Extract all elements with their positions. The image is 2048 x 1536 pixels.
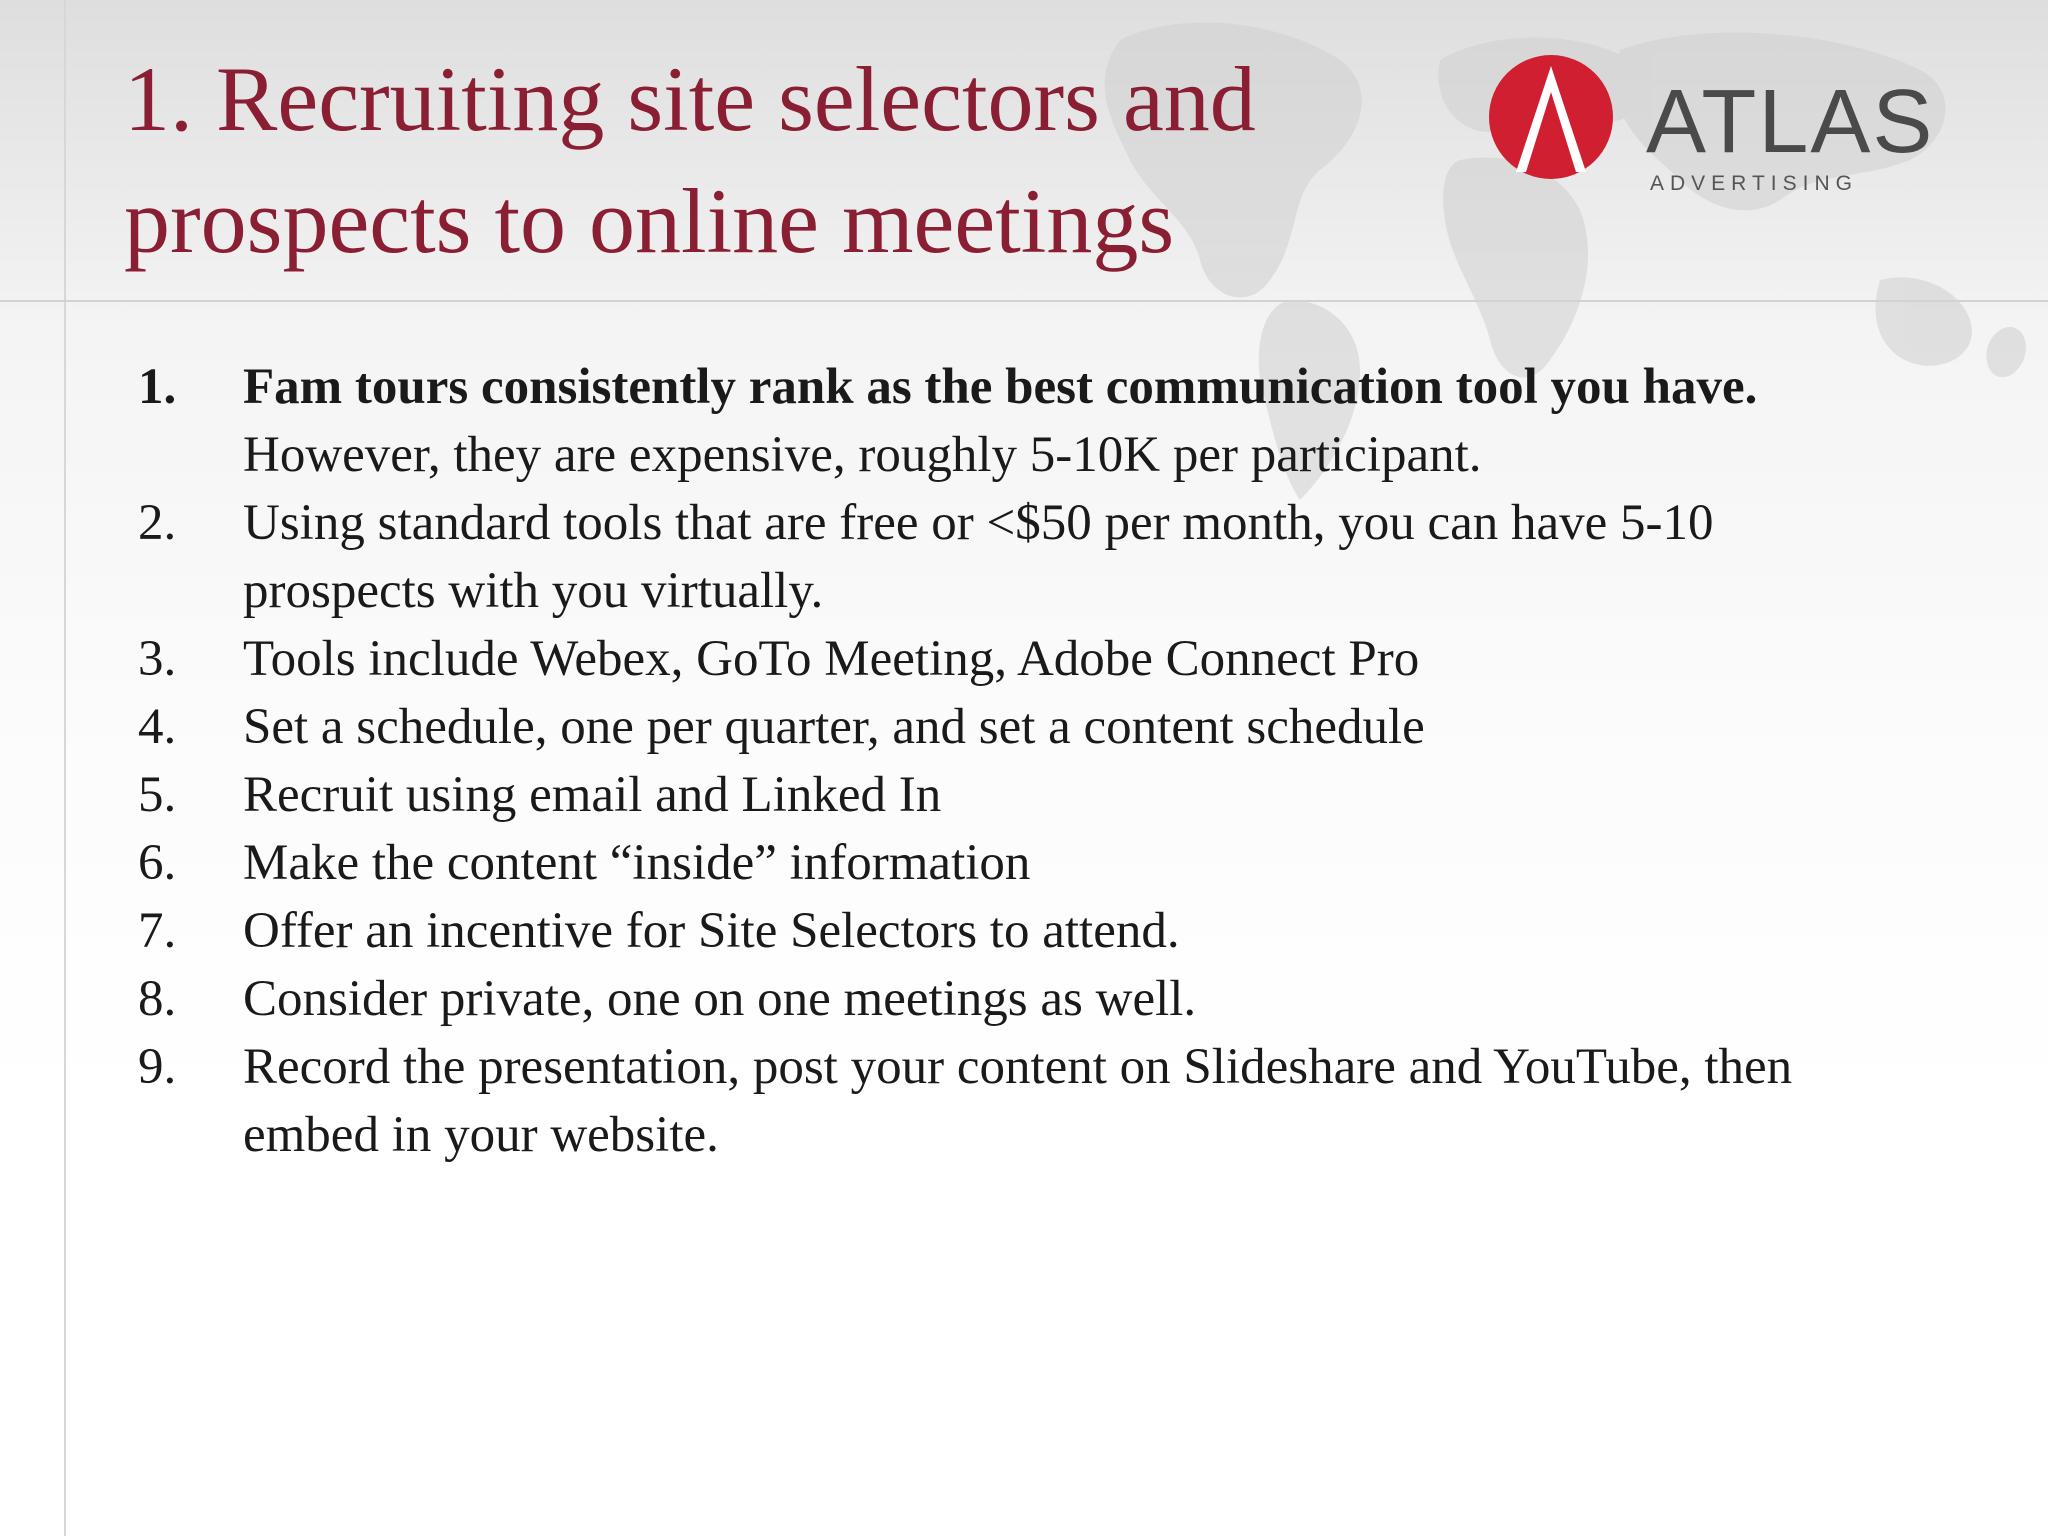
vertical-guide-line — [64, 0, 66, 1536]
logo-tagline: ADVERTISING — [1650, 172, 1858, 195]
list-item-number: 3. — [138, 631, 177, 687]
slide-title: 1. Recruiting site selectors and prospects to online meetings — [124, 48, 1256, 272]
list-item-text: Tools include Webex, GoTo Meeting, Adobe Connect Pro — [243, 631, 1420, 687]
list-item-text: Set a schedule, one per quarter, and set a content schedule — [243, 699, 1425, 755]
bullet-list — [138, 353, 1818, 1169]
list-item — [138, 625, 1818, 693]
header-divider — [0, 300, 2048, 302]
list-item-number: 9. — [138, 1039, 177, 1095]
list-item-number: 6. — [138, 835, 177, 891]
list-item-text — [243, 359, 1757, 483]
list-item — [138, 829, 1818, 897]
logo-wordmark: ATLAS — [1646, 72, 1935, 172]
list-item — [138, 1033, 1818, 1169]
list-item — [138, 897, 1818, 965]
list-item-number: 5. — [138, 767, 177, 823]
list-item — [138, 761, 1818, 829]
list-item-text: Using standard tools that are free or <$50 per month, you can have 5-10 prospects with you virtually. — [243, 495, 1714, 619]
list-item-text: Recruit using email and Linked In — [243, 767, 942, 823]
list-item — [138, 489, 1818, 625]
list-item — [138, 353, 1818, 489]
list-item-plain-text: However, they are expensive, roughly 5-10K per participant. — [243, 427, 1482, 483]
list-item-text: Offer an incentive for Site Selectors to attend. — [243, 903, 1180, 959]
list-item-text: Record the presentation, post your content on Slideshare and YouTube, then embed in your website. — [243, 1039, 1793, 1163]
list-item — [138, 965, 1818, 1033]
atlas-a-logo-icon — [1486, 52, 1616, 182]
atlas-advertising-logo — [1486, 52, 1935, 202]
list-item-number: 7. — [138, 903, 177, 959]
list-item-text: Make the content “inside” information — [243, 835, 1031, 891]
list-item-number: 4. — [138, 699, 177, 755]
list-item-number: 1. — [138, 359, 177, 415]
list-item-text: Consider private, one on one meetings as well. — [243, 971, 1197, 1027]
list-item — [138, 693, 1818, 761]
list-item-number: 8. — [138, 971, 177, 1027]
list-item-number: 2. — [138, 495, 177, 551]
list-item-bold-text: Fam tours consistently rank as the best communication tool you have. — [243, 359, 1758, 415]
